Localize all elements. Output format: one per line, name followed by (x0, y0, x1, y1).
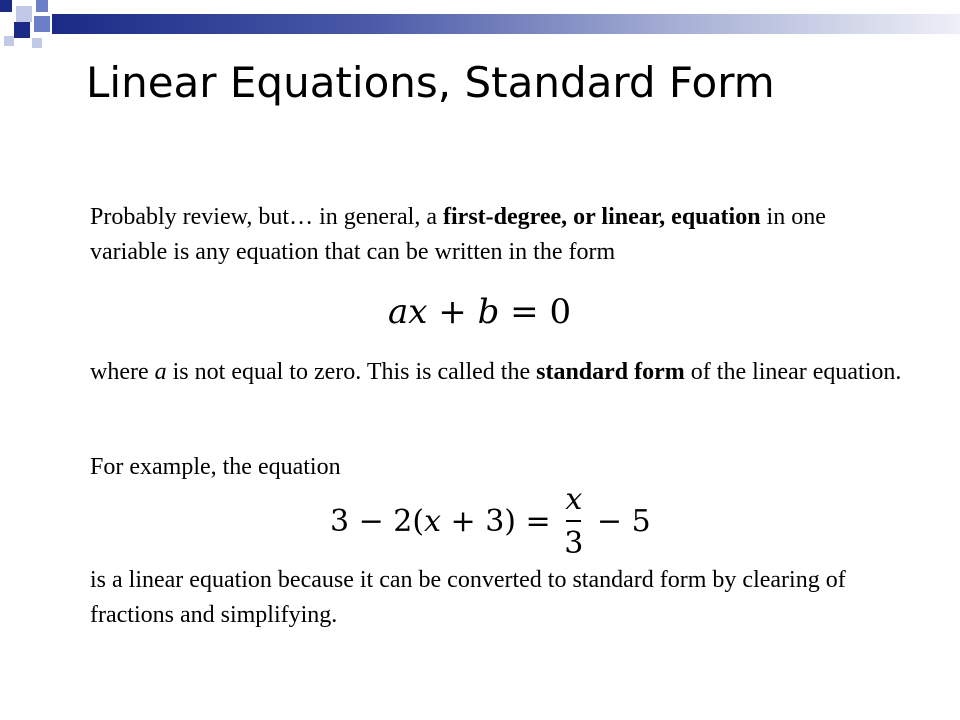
decor-square-7 (32, 38, 42, 48)
definition-bold-term: first-degree, or linear, equation (443, 204, 761, 230)
standard-text-2: is not equal to zero. This is called the (166, 359, 537, 385)
equation-example (330, 480, 651, 566)
decor-square-2 (16, 6, 32, 22)
standard-variable-a: a (154, 359, 167, 385)
eq1-equals: = (510, 292, 539, 332)
decor-square-6 (4, 36, 14, 46)
equation-standard-form (388, 292, 571, 332)
eq2-fraction (564, 480, 583, 566)
paragraph-standard-form (90, 355, 905, 390)
eq1-a: a (388, 292, 409, 332)
eq2-x: x (424, 504, 442, 539)
eq2-rhs: − 5 (596, 504, 651, 539)
eq1-b: b (477, 292, 500, 332)
decor-square-1 (0, 0, 12, 12)
header-bar (52, 14, 960, 34)
decor-square-3 (36, 0, 48, 12)
eq1-x: x (408, 292, 428, 332)
paragraph-conclusion (90, 563, 905, 633)
eq2-lhs-2: + 3) = (441, 504, 551, 539)
eq1-zero: 0 (549, 292, 572, 332)
eq2-fraction-denominator: 3 (564, 526, 584, 561)
standard-bold-term: standard form (536, 359, 685, 385)
eq2-fraction-numerator: x (565, 482, 583, 517)
standard-text-1: where (90, 359, 155, 385)
decor-square-4 (14, 22, 30, 38)
conclusion-text: is a linear equation because it can be converted to standard form by clearing of fractions and simplifying. (90, 567, 846, 628)
example-text: For example, the equation (90, 454, 341, 480)
paragraph-definition (90, 200, 905, 270)
eq2-lhs-1: 3 − 2( (330, 504, 425, 539)
eq1-plus: + (438, 292, 467, 332)
slide-title: Linear Equations, Standard Form (86, 58, 775, 107)
standard-text-3: of the linear equation. (684, 359, 902, 385)
definition-text-1: Probably review, but… in general, a (90, 204, 444, 230)
decor-square-5 (34, 16, 50, 32)
definition-text-2: in one variable is any equation that can be written in the form (90, 204, 826, 265)
